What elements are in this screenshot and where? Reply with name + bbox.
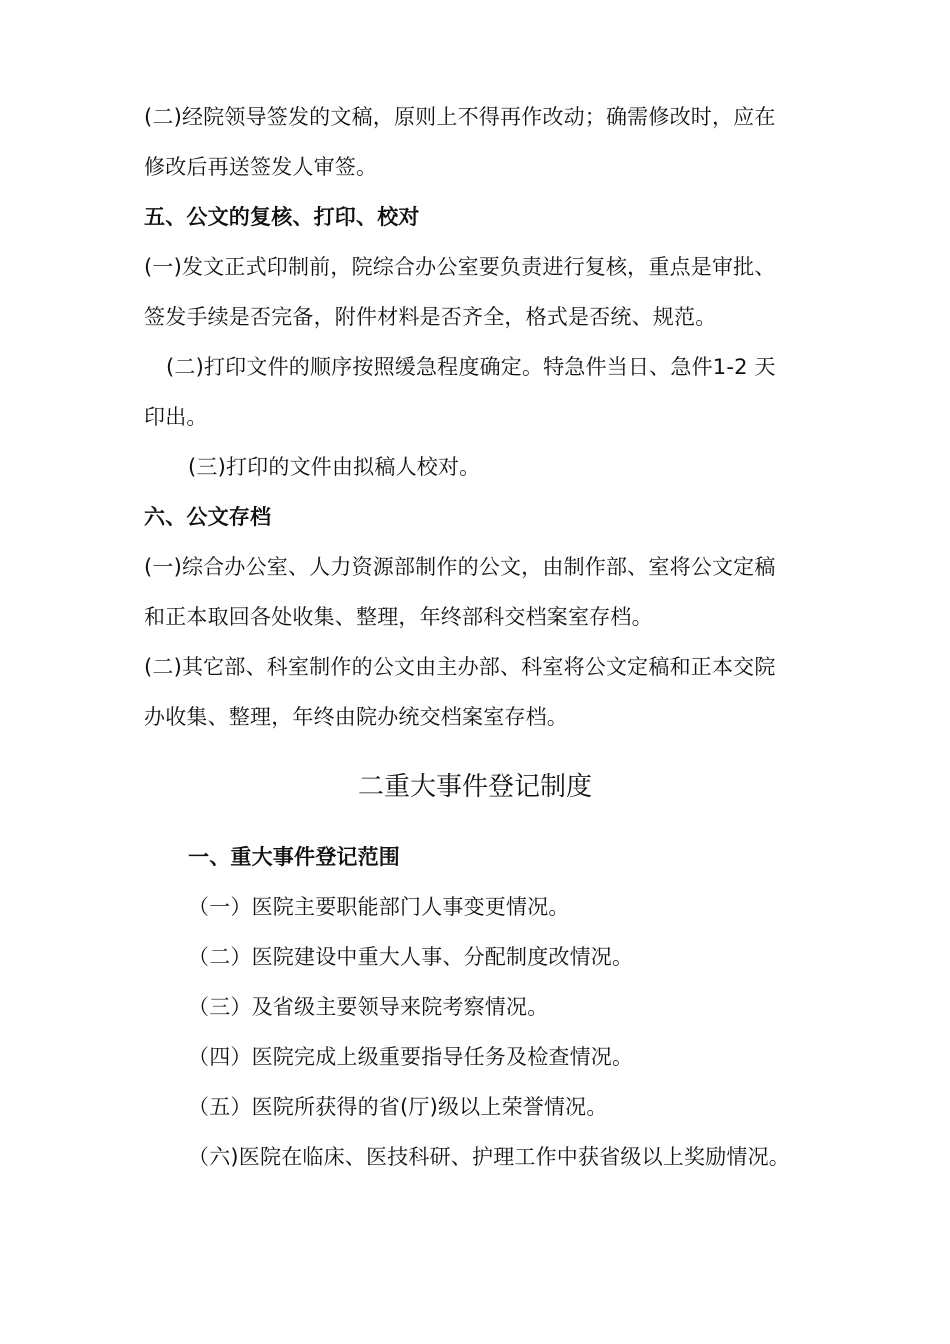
section-heading: 五、公文的复核、打印、校对 — [144, 205, 420, 229]
list-item: （五）医院所获得的省(厅)级以上荣誉情况。 — [188, 1095, 608, 1119]
paragraph-line: (二)其它部、科室制作的公文由主办部、科室将公文定稿和正本交院 — [144, 655, 776, 679]
list-item: （六)医院在临床、医技科研、护理工作中获省级以上奖励情况。 — [188, 1145, 790, 1169]
paragraph-line: 和正本取回各处收集、整理，年终部科交档案室存档。 — [144, 605, 653, 629]
document-title: 二重大事件登记制度 — [357, 772, 592, 802]
section-heading: 一、重大事件登记范围 — [188, 845, 400, 869]
list-item: （一）医院主要职能部门人事变更情况。 — [188, 895, 570, 919]
list-item: （四）医院完成上级重要指导任务及检查情况。 — [188, 1045, 634, 1069]
list-item: （三）及省级主要领导来院考察情况。 — [188, 995, 549, 1019]
paragraph-line: (一)发文正式印制前，院综合办公室要负责进行复核，重点是审批、 — [144, 255, 776, 279]
paragraph-line: 签发手续是否完备，附件材料是否齐全，格式是否统、规范。 — [144, 305, 717, 329]
paragraph-line: (二)打印文件的顺序按照缓急程度确定。特急件当日、急件1-2 天 — [166, 355, 776, 379]
paragraph-line: (二)经院领导签发的文稿，原则上不得再作改动；确需修改时，应在 — [144, 105, 776, 129]
section-heading: 六、公文存档 — [144, 505, 272, 529]
paragraph-line: (一)综合办公室、人力资源部制作的公文，由制作部、室将公文定稿 — [144, 555, 776, 579]
paragraph-line: 办收集、整理，年终由院办统交档案室存档。 — [144, 705, 568, 729]
list-item: （二）医院建设中重大人事、分配制度改情况。 — [188, 945, 634, 969]
paragraph-line: 印出。 — [144, 405, 208, 429]
paragraph-line: (三)打印的文件由拟稿人校对。 — [188, 455, 481, 479]
paragraph-line: 修改后再送签发人审签。 — [144, 155, 378, 179]
